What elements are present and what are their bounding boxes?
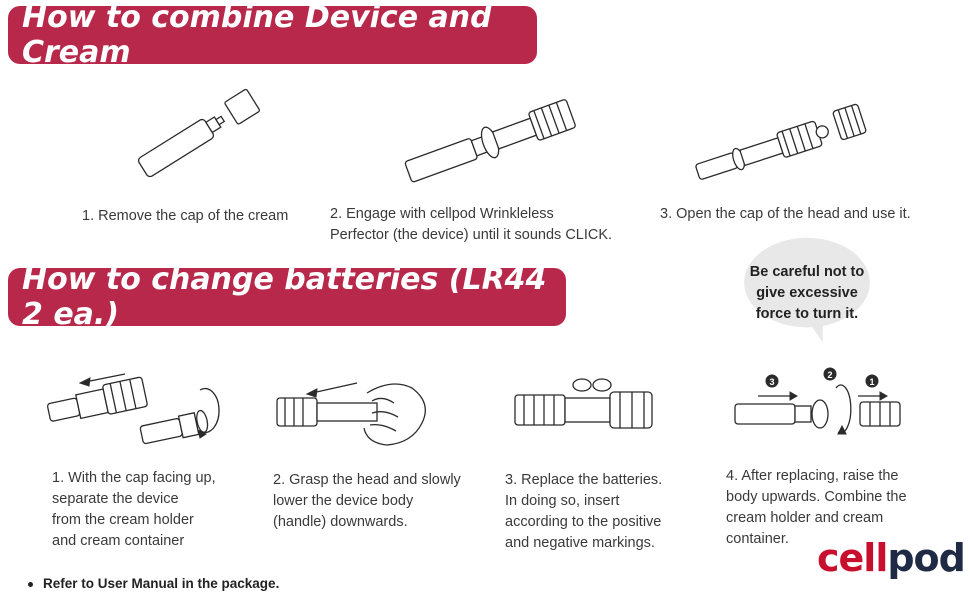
battery-step-2-line-2: lower the device body xyxy=(273,493,414,509)
battery-step-3-line-3: according to the positive xyxy=(505,514,662,530)
battery-step-4-line-1: 4. After replacing, raise the xyxy=(726,468,899,484)
user-manual-note-text: Refer to User Manual in the package. xyxy=(43,576,280,591)
bullet-icon xyxy=(28,582,33,587)
battery-step-2-line-1: 2. Grasp the head and slowly xyxy=(273,472,461,488)
combine-section-title: How to combine Device and Cream xyxy=(22,0,492,70)
warning-line-2: give excessive xyxy=(756,285,858,301)
battery-step-3-caption xyxy=(505,470,705,554)
combine-section-banner xyxy=(8,0,537,70)
warning-line-1: Be careful not to xyxy=(749,264,865,280)
warning-bubble-text xyxy=(735,262,879,325)
separate-device-illustration xyxy=(40,368,230,453)
battery-step-4-line-4: container. xyxy=(726,531,789,547)
battery-step-2-caption xyxy=(273,470,488,533)
battery-step-3-line-4: and negative markings. xyxy=(505,535,655,551)
battery-step-4-line-3: cream holder and cream xyxy=(726,510,884,526)
open-head-cap-illustration xyxy=(685,88,870,183)
logo-text-cell: cell xyxy=(817,536,888,580)
battery-step-4-line-2: body upwards. Combine the xyxy=(726,489,907,505)
battery-step-1-line-4: and cream container xyxy=(52,533,185,549)
combine-step-2-line-1: 2. Engage with cellpod Wrinkleless xyxy=(330,206,554,222)
step-marker-3-label: 3 xyxy=(769,377,775,387)
lower-device-body-illustration xyxy=(272,373,437,458)
user-manual-note xyxy=(28,576,279,591)
step-marker-1-label: 1 xyxy=(869,377,875,387)
battery-step-2-line-3: (handle) downwards. xyxy=(273,514,408,530)
batteries-section-title: How to change batteries (LR44 2 ea.) xyxy=(22,262,547,332)
logo-text-pod: pod xyxy=(887,536,965,580)
batteries-section-banner xyxy=(8,262,566,332)
warning-line-3: force to turn it. xyxy=(755,306,859,322)
remove-cap-illustration xyxy=(125,85,265,185)
battery-step-3-line-1: 3. Replace the batteries. xyxy=(505,472,663,488)
step-marker-2-label: 2 xyxy=(827,370,833,380)
combine-step-1-caption: 1. Remove the cap of the cream xyxy=(82,208,289,224)
battery-step-1-line-3: from the cream holder xyxy=(52,512,194,528)
combine-step-2-line-2: Perfector (the device) until it sounds CLICK. xyxy=(330,227,613,243)
battery-step-3-line-2: In doing so, insert xyxy=(505,493,620,509)
engage-device-illustration xyxy=(395,82,580,187)
combine-step-3-caption: 3. Open the cap of the head and use it. xyxy=(660,206,911,222)
cellpod-logo xyxy=(817,536,965,580)
battery-step-1-caption xyxy=(52,468,268,552)
replace-batteries-illustration xyxy=(510,370,660,445)
battery-step-1-line-2: separate the device xyxy=(52,491,179,507)
reassemble-device-illustration xyxy=(730,362,910,437)
combine-step-2-caption xyxy=(330,204,612,246)
battery-step-1-line-1: 1. With the cap facing up, xyxy=(52,470,216,486)
